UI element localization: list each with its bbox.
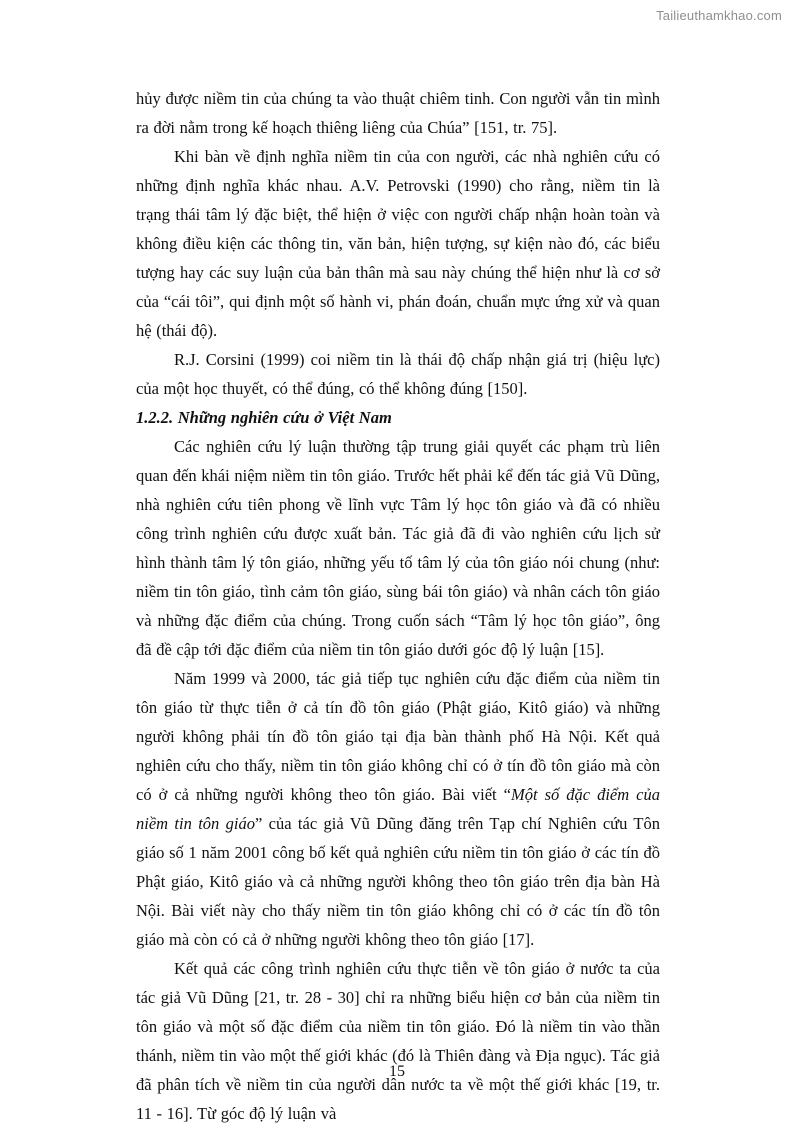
paragraph: Khi bàn về định nghĩa niềm tin của con người, các nhà nghiên cứu có những định nghĩa khác nhau. A.V. Petrovski (1990) cho rằng, niềm tin là trạng thái tâm lý đặc biệt, thể hiện ở việc con người chấp nhận hoàn toàn và không điều kiện các thông tin, văn bản, hiện tượng, sự kiện nào đó, các biểu tượng hay các suy luận của bản thân mà sau này chúng thể hiện như là cơ sở của “cái tôi”, qui định một số hành vi, phán đoán, chuẩn mực ứng xử và quan hệ (thái độ). bbox=[136, 147, 660, 340]
section-heading: 1.2.2. Những nghiên cứu ở Việt Nam bbox=[136, 408, 392, 427]
paragraph: Các nghiên cứu lý luận thường tập trung giải quyết các phạm trù liên quan đến khái niệm niềm tin tôn giáo. Trước hết phải kể đến tác giả Vũ Dũng, nhà nghiên cứu tiên phong về lĩnh vực Tâm lý học tôn giáo và đã có nhiều công trình nghiên cứu được xuất bản. Tác giả đã đi vào nghiên cứu lịch sử hình thành tâm lý tôn giáo, những yếu tố tâm lý của tôn giáo nói chung (như: niềm tin tôn giáo, tình cảm tôn giáo, sùng bái tôn giáo) và nhân cách tôn giáo và những đặc điểm của chúng. Trong cuốn sách “Tâm lý học tôn giáo”, ông đã đề cập tới đặc điểm của niềm tin tôn giáo dưới góc độ lý luận [15]. bbox=[136, 437, 660, 659]
watermark: Tailieuthamkhao.com bbox=[656, 8, 782, 23]
page-number: 15 bbox=[389, 1063, 405, 1080]
paragraph-text: Năm 1999 và 2000, tác giả tiếp tục nghiên cứu đặc điểm của niềm tin tôn giáo từ thực tiễn ở cả tín đồ tôn giáo (Phật giáo, Kitô giáo) và những người không phải tín đồ tôn giáo tại địa bàn thành phố Hà Nội. Kết quả nghiên cứu cho thấy, niềm tin tôn giáo không chỉ có ở tín đồ tôn giáo mà còn có ở cả những người không theo tôn giáo. Bài viết “ bbox=[136, 669, 660, 804]
paragraph-continuation: hủy được niềm tin của chúng ta vào thuật chiêm tinh. Con người vẫn tin mình ra đời nằm trong kế hoạch thiêng liêng của Chúa” [151, tr. 75]. bbox=[136, 89, 660, 137]
paragraph: R.J. Corsini (1999) coi niềm tin là thái độ chấp nhận giá trị (hiệu lực) của một học thuyết, có thể đúng, có thể không đúng [150]. bbox=[136, 350, 660, 398]
document-body bbox=[136, 84, 660, 1128]
cited-article-title: Một số đặc điểm của niềm tin tôn giáo bbox=[136, 785, 660, 833]
paragraph bbox=[136, 664, 660, 954]
paragraph: Kết quả các công trình nghiên cứu thực tiễn về tôn giáo ở nước ta của tác giả Vũ Dũng [21, tr. 28 - 30] chỉ ra những biểu hiện cơ bản của niềm tin tôn giáo và một số đặc điểm của niềm tin tôn giáo. Đó là niềm tin vào thần thánh, niềm tin vào một thế giới khác (đó là Thiên đàng và Địa ngục). Tác giả đã phân tích về niềm tin của người dân nước ta về một thế giới khác [19, tr. 11 - 16]. Từ góc độ lý luận và bbox=[136, 959, 660, 1123]
paragraph-text: ” của tác giả Vũ Dũng đăng trên Tạp chí Nghiên cứu Tôn giáo số 1 năm 2001 công bố kết quả nghiên cứu niềm tin tôn giáo ở các tín đồ Phật giáo, Kitô giáo và cả những người không theo tôn giáo trên địa bàn Hà Nội. Bài viết này cho thấy niềm tin tôn giáo không chỉ có ở các tín đồ tôn giáo mà còn có cả ở những người không theo tôn giáo [17]. bbox=[136, 814, 660, 949]
